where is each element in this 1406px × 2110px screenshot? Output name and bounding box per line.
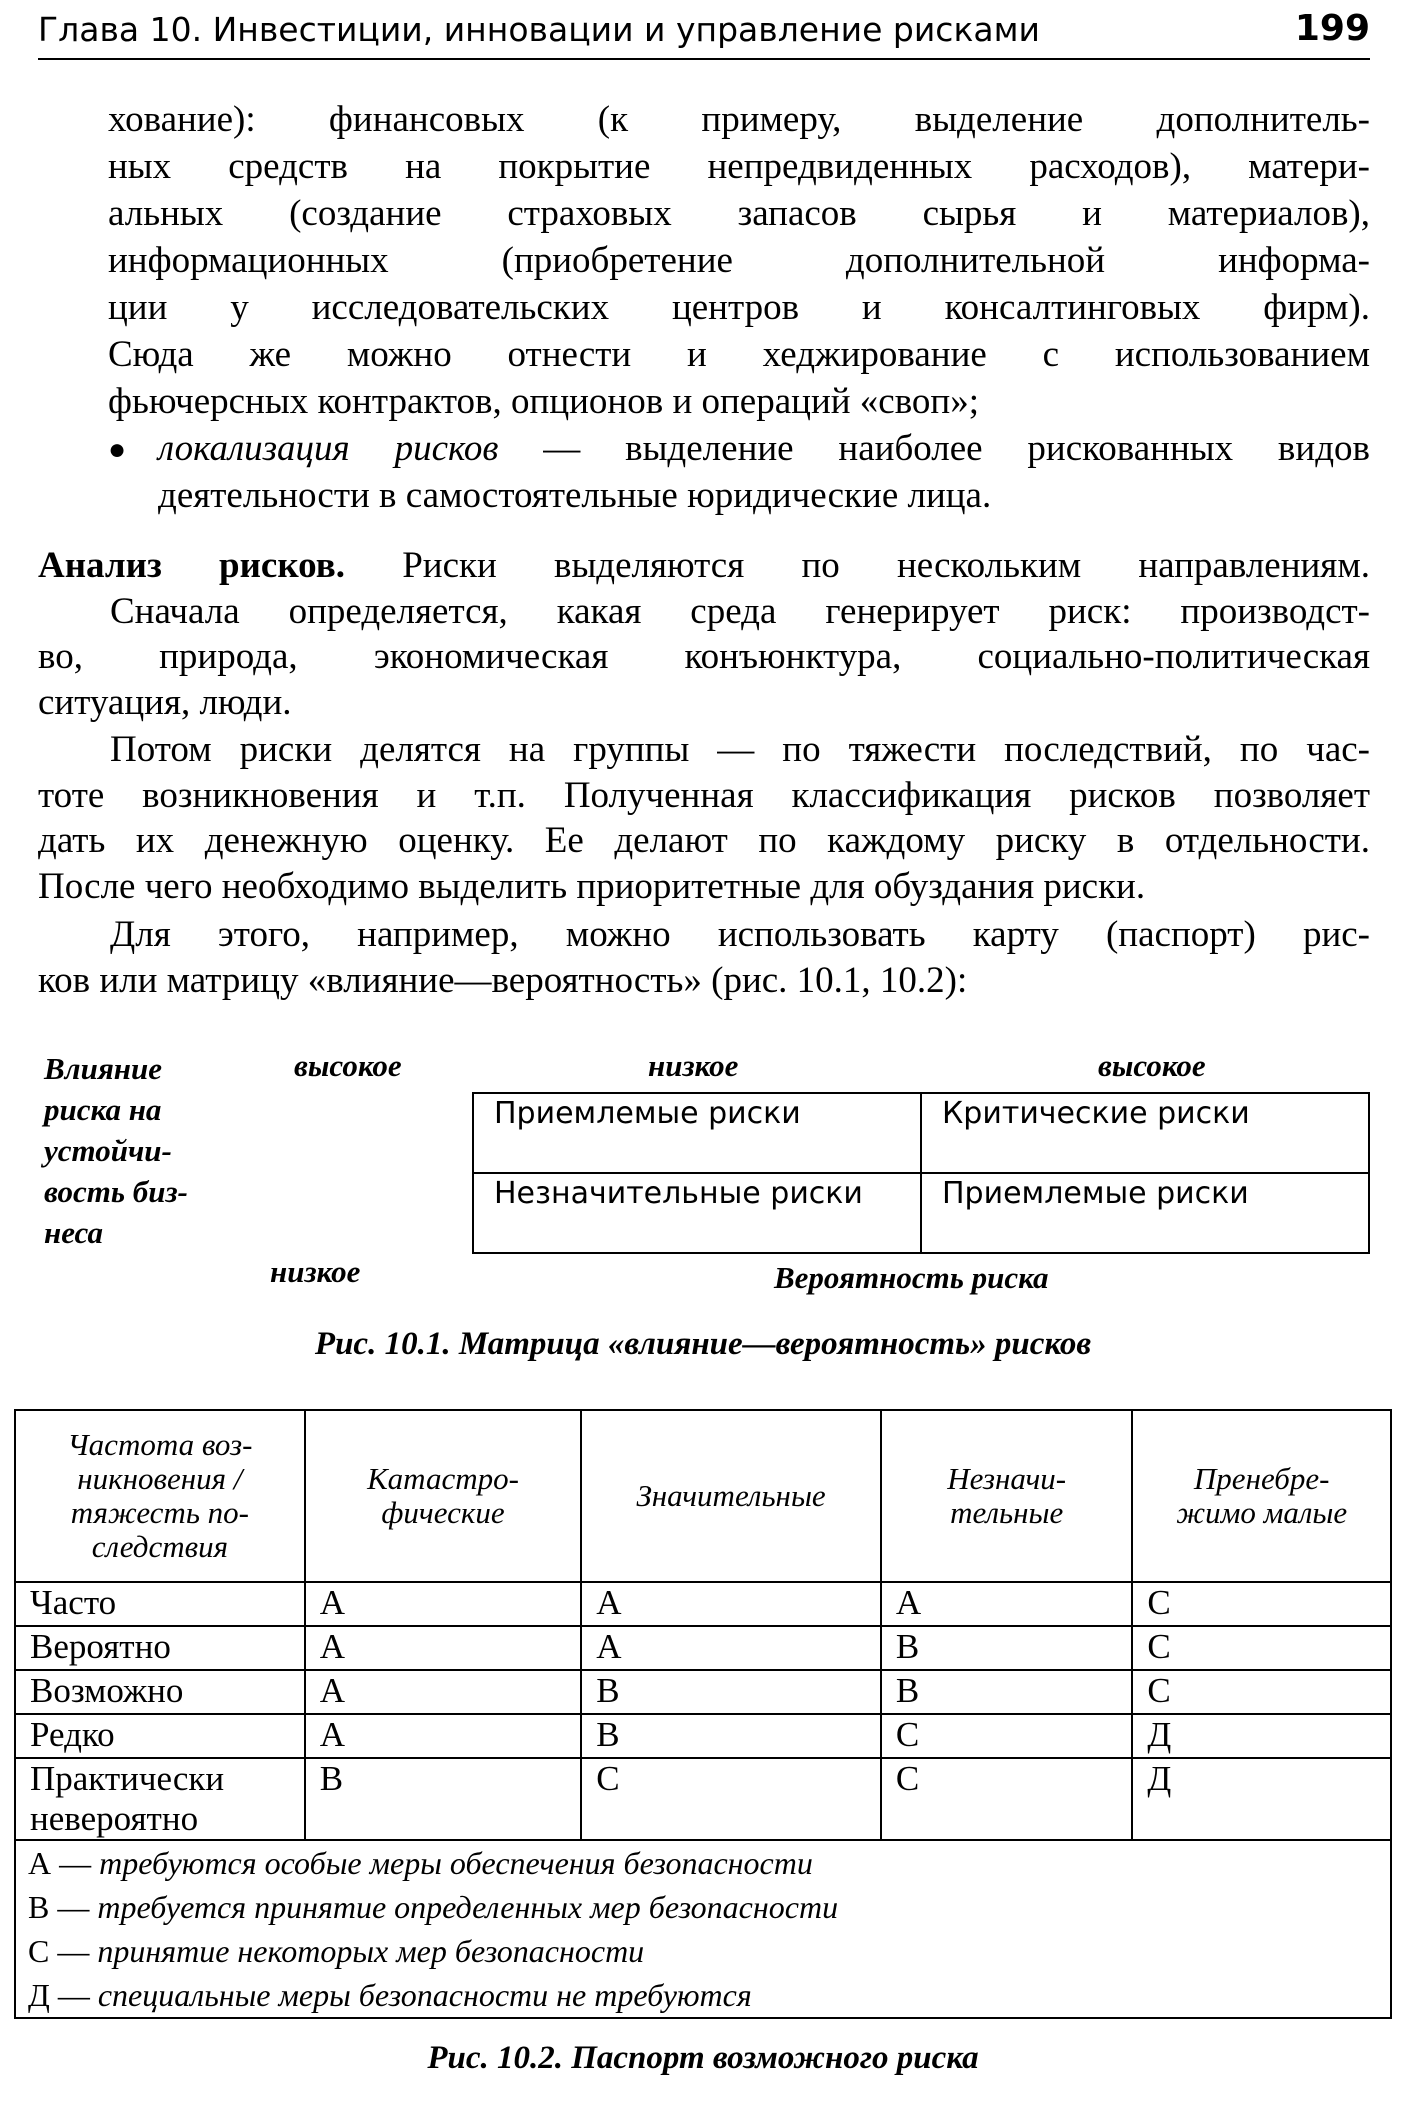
column-header: Незначи- тельные <box>881 1410 1133 1582</box>
impact-low-label: низкое <box>270 1254 361 1289</box>
intro-paragraph <box>108 96 1370 425</box>
row-label: Практически невероятно <box>15 1758 305 1840</box>
table-cell: В <box>881 1626 1133 1670</box>
text-line: ции у исследовательских центров и консалтинговых фирм). <box>108 287 1370 328</box>
table-cell: В <box>881 1670 1133 1714</box>
impact-high-label: высокое <box>294 1048 402 1083</box>
figure-caption: Рис. 10.2. Паспорт возможного риска <box>427 2040 979 2076</box>
matrix-cell: Приемлемые риски <box>473 1093 921 1173</box>
table-cell: С <box>881 1714 1133 1758</box>
table-cell: Д <box>1132 1714 1391 1758</box>
table-cell: С <box>1132 1626 1391 1670</box>
table-row <box>15 1582 1391 1626</box>
probability-low-label: низкое <box>648 1048 739 1083</box>
table-cell: С <box>881 1758 1133 1840</box>
text-line: тоте возникновения и т.п. Полученная классификация рисков позволяет <box>38 774 1370 816</box>
legend-item: Д — специальные меры безопасности не требуются <box>28 1977 752 2013</box>
text-line: во, природа, экономическая конъюнктура, социально-политическая <box>38 636 1370 677</box>
table-cell: А <box>305 1714 582 1758</box>
table-row <box>15 1626 1391 1670</box>
legend-item: В — требуется принятие определенных мер безопасности <box>28 1889 839 1925</box>
text-line: фьючерсных контрактов, опционов и операций «своп»; <box>108 381 980 422</box>
legend-row <box>15 1840 1391 2018</box>
column-header: Катастро- фические <box>305 1410 582 1582</box>
column-header: Значительные <box>581 1410 881 1582</box>
table-cell: Д <box>1132 1758 1391 1840</box>
chapter-title: Глава 10. Инвестиции, инновации и управление рисками <box>38 10 1040 49</box>
text-line: хование): финансовых (к примеру, выделение дополнитель- <box>108 99 1370 140</box>
text-line: Потом риски делятся на группы — по тяжести последствий, по час- <box>110 729 1370 770</box>
table-cell: С <box>581 1758 881 1840</box>
table-row <box>15 1758 1391 1840</box>
text-line: ситуация, люди. <box>38 681 292 723</box>
text-line: ных средств на покрытие непредвиденных расходов), матери- <box>108 146 1370 187</box>
row-label: Возможно <box>15 1670 305 1714</box>
table-cell: С <box>1132 1670 1391 1714</box>
row-label: Часто <box>15 1582 305 1626</box>
page-number: 199 <box>1294 8 1370 49</box>
matrix-table <box>472 1092 1370 1254</box>
table-cell: В <box>581 1670 881 1714</box>
table-cell: А <box>881 1582 1133 1626</box>
table-row <box>15 1670 1391 1714</box>
table-cell: А <box>581 1582 881 1626</box>
text-line: Риски выделяются по нескольким направлениям. <box>344 545 1370 586</box>
map-paragraph <box>38 912 1370 1003</box>
table-row <box>15 1714 1391 1758</box>
table-cell: А <box>305 1582 582 1626</box>
text-line: Сначала определяется, какая среда генерирует риск: производст- <box>110 590 1370 632</box>
column-header: Пренебре- жимо малые <box>1132 1410 1391 1582</box>
row-label: Редко <box>15 1714 305 1758</box>
impact-axis-label: Влияние риска на устойчи- вость биз- неса <box>44 1051 188 1250</box>
bullet-dot-icon: ● <box>108 433 127 466</box>
risk-passport-table <box>14 1409 1392 2019</box>
groups-paragraph <box>38 727 1370 909</box>
legend-item: С — принятие некоторых мер безопасности <box>28 1933 645 1969</box>
text-line: дать их денежную оценку. Ее делают по каждому риску в отдельности. <box>38 820 1370 861</box>
bullet-term: локализация рисков <box>158 428 499 469</box>
table-cell: А <box>305 1670 582 1714</box>
table-cell: В <box>581 1714 881 1758</box>
probability-high-label: высокое <box>1098 1048 1206 1083</box>
table-cell: А <box>581 1626 881 1670</box>
text-line: Для этого, например, можно использовать карту (паспорт) рис- <box>110 914 1370 955</box>
analysis-paragraph <box>38 543 1370 725</box>
table-cell: В <box>305 1758 582 1840</box>
text-line: После чего необходимо выделить приоритетные для обуздания риски. <box>38 865 1146 907</box>
text-line: информационных (приобретение дополнительной информа- <box>108 240 1370 281</box>
table-legend <box>15 1840 1391 2018</box>
matrix-cell: Критические риски <box>921 1093 1369 1173</box>
text-line: ков или матрицу «влияние—вероятность» (рис. 10.1, 10.2): <box>38 959 968 1001</box>
probability-axis-label: Вероятность риска <box>774 1260 1049 1295</box>
text-line: Сюда же можно отнести и хеджирование с использованием <box>108 334 1370 375</box>
text-line: альных (создание страховых запасов сырья и материалов), <box>108 193 1370 234</box>
table-cell: А <box>305 1626 582 1670</box>
legend-item: А — требуются особые меры обеспечения безопасности <box>28 1845 813 1881</box>
table-cell: С <box>1132 1582 1391 1626</box>
matrix-cell: Приемлемые риски <box>921 1173 1369 1253</box>
text-line: деятельности в самостоятельные юридические лица. <box>158 475 992 516</box>
bullet-item <box>158 425 1370 519</box>
text-line: — выделение наиболее рискованных видов <box>498 428 1370 469</box>
impact-probability-matrix <box>38 1048 1370 1338</box>
row-label: Вероятно <box>15 1626 305 1670</box>
matrix-cell: Незначительные риски <box>473 1173 921 1253</box>
figure-caption: Рис. 10.1. Матрица «влияние—вероятность» рисков <box>314 1326 1092 1362</box>
running-header <box>38 6 1370 60</box>
table-header-row <box>15 1410 1391 1582</box>
corner-header: Частота воз- никновения / тяжесть по- следствия <box>15 1410 305 1582</box>
section-heading: Анализ рисков. <box>38 545 345 586</box>
